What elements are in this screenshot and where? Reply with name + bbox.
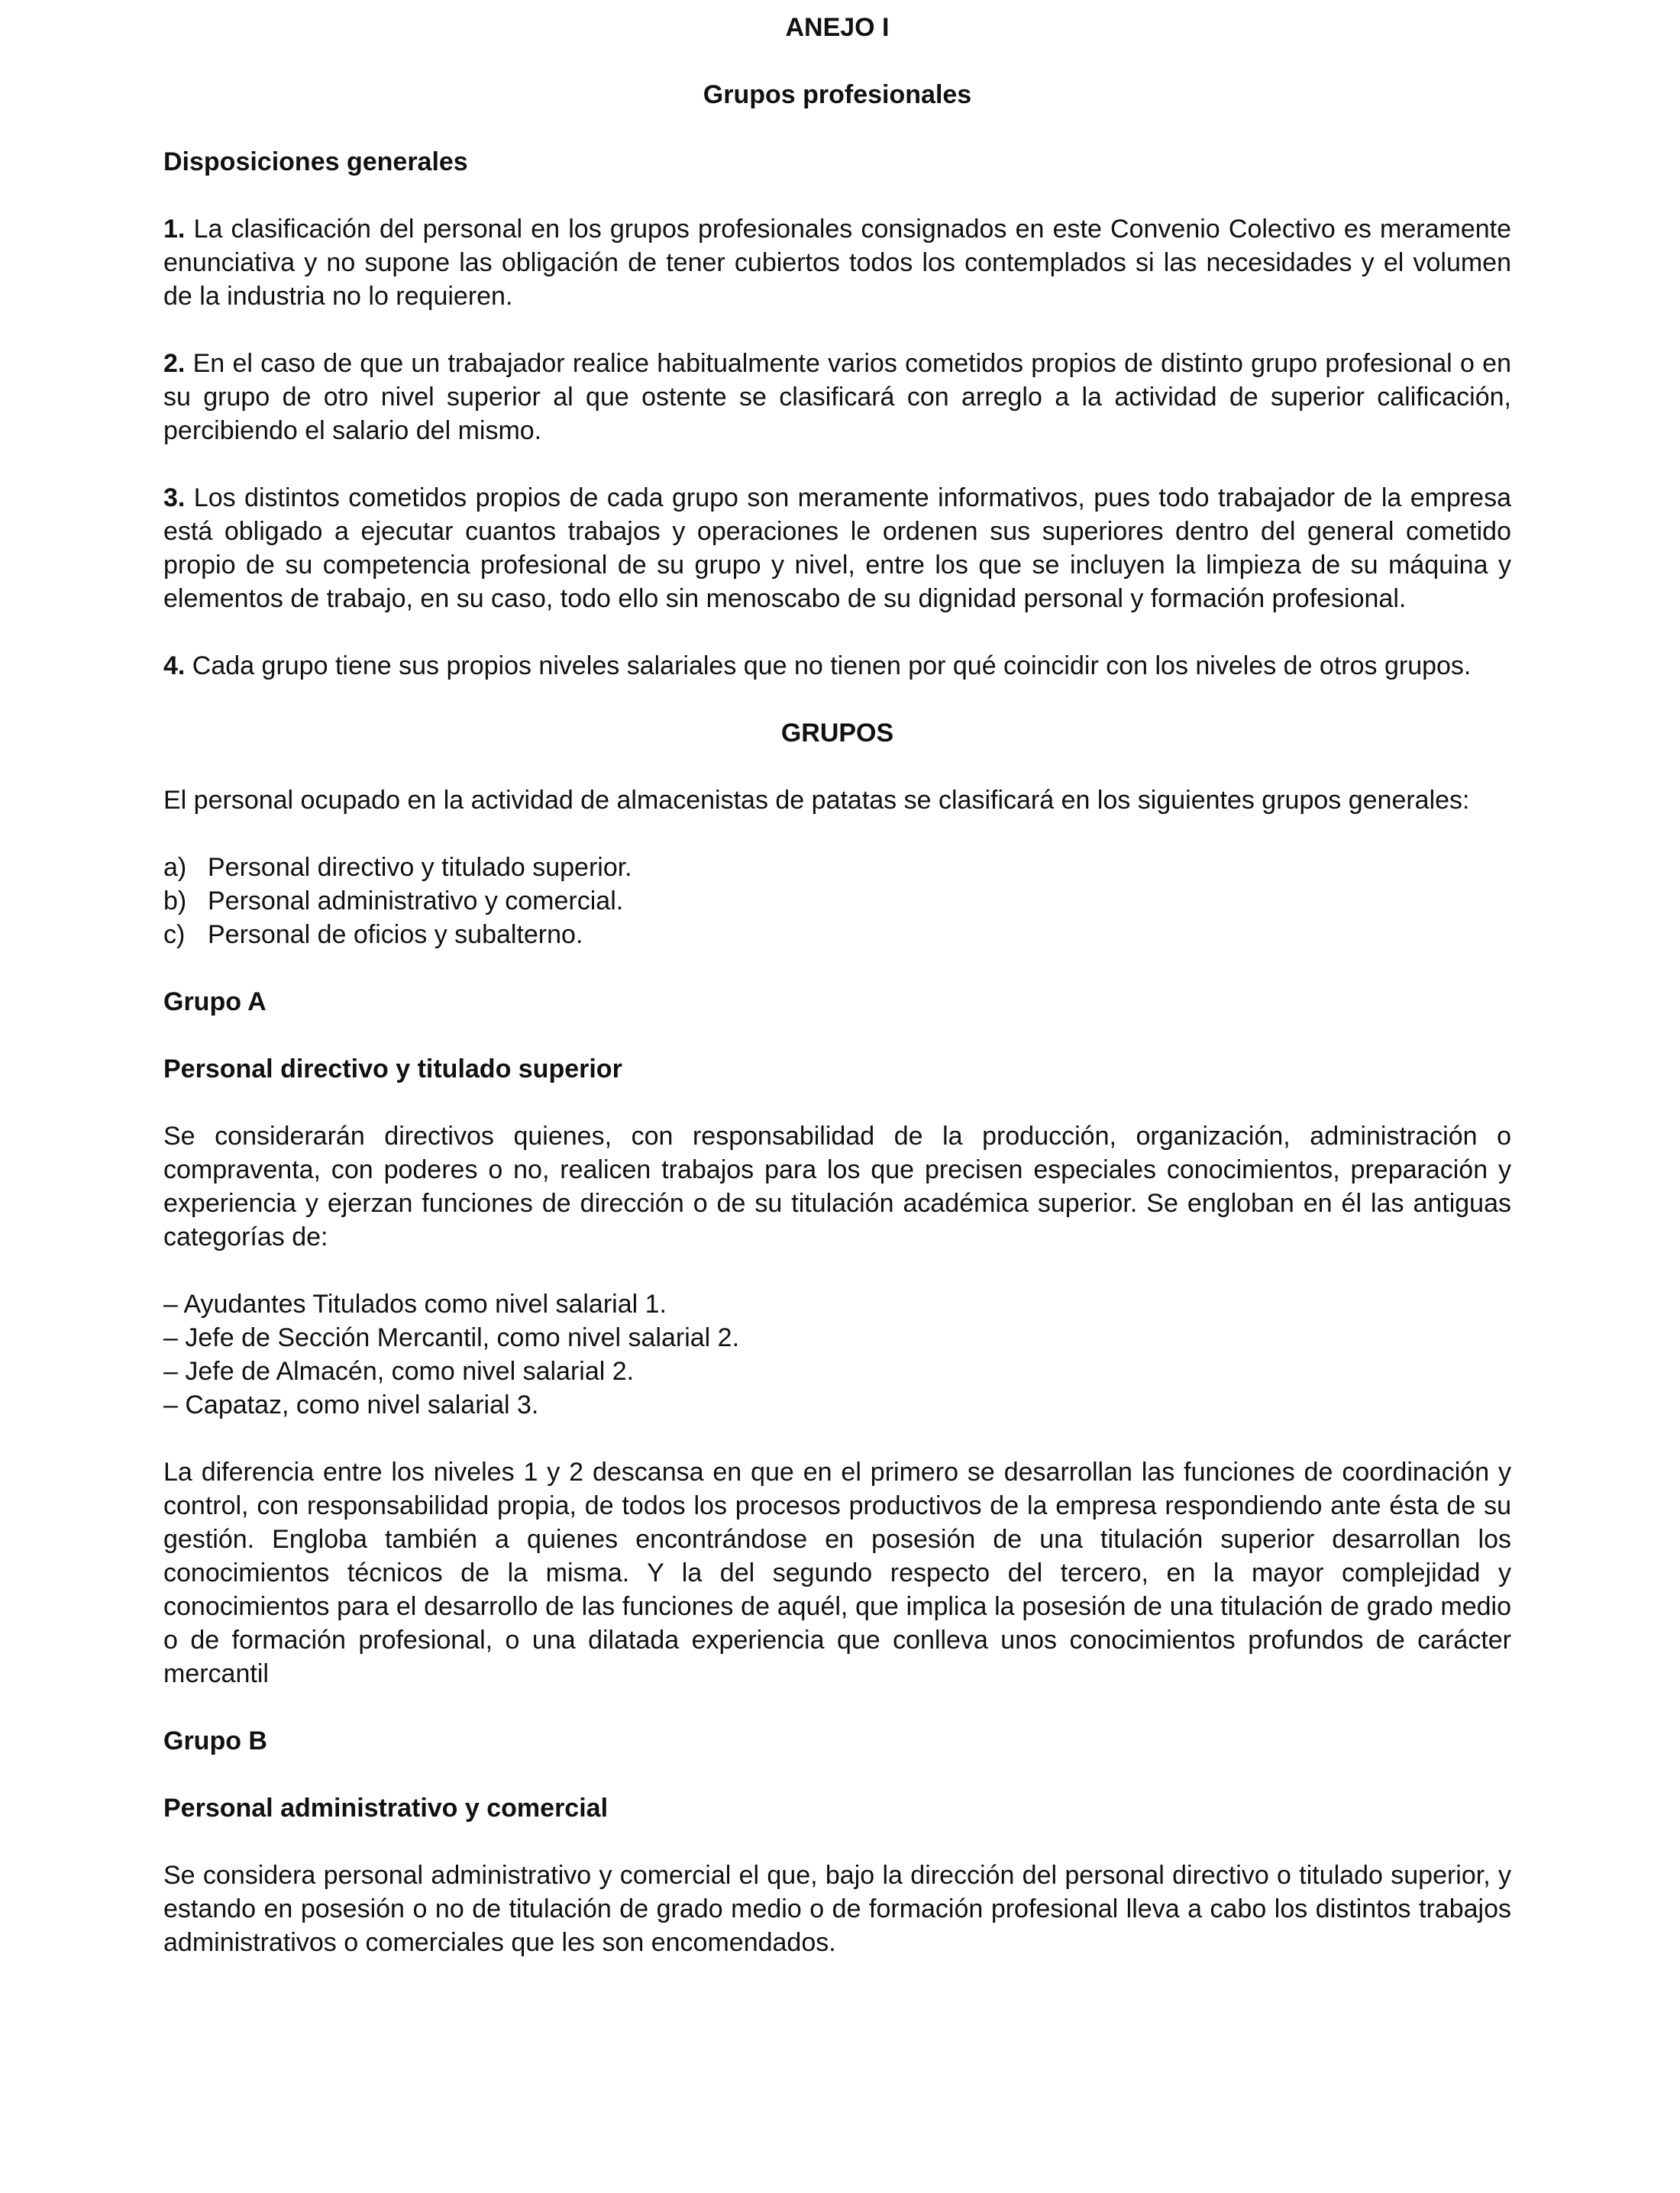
- list-marker: b): [163, 887, 187, 916]
- disposicion-number: 1.: [163, 215, 186, 244]
- grupos-intro: El personal ocupado en la actividad de almacenistas de patatas se clasificará en los siguientes grupos generales:: [163, 786, 1470, 815]
- disposicion-text: Cada grupo tiene sus propios niveles salariales que no tienen por qué coincidir con los niveles de otros grupos.: [185, 651, 1472, 680]
- list-item: [163, 884, 1511, 918]
- section-heading-grupos: GRUPOS: [780, 719, 894, 748]
- category-item: – Jefe de Almacén, como nivel salarial 2.: [163, 1357, 635, 1386]
- disposicion-2: [163, 347, 1511, 447]
- list-marker: c): [163, 920, 186, 949]
- category-item: – Ayudantes Titulados como nivel salarial 1.: [163, 1290, 667, 1319]
- disposicion-number: 2.: [163, 349, 186, 378]
- disposicion-number: 3.: [163, 483, 186, 512]
- category-item: – Jefe de Sección Mercantil, como nivel salarial 2.: [163, 1323, 740, 1352]
- disposicion-number: 4.: [163, 651, 186, 680]
- disposicion-1: [163, 212, 1511, 313]
- grupo-a-paragraph-1: Se considerarán directivos quienes, con responsabilidad de la producción, organización, administración o compraventa, con poderes o no, realicen trabajos para los que precisen especiales conocimientos, preparación y experiencia y ejerzan funciones de dirección o de su titulación académica superior. Se engloban en él las antiguas categorías de:: [163, 1122, 1511, 1252]
- disposicion-text: En el caso de que un trabajador realice habitualmente varios cometidos propios de distinto grupo profesional o en su grupo de otro nivel superior al que ostente se clasificará con arreglo a la actividad de superior calificación, percibiendo el salario del mismo.: [163, 349, 1511, 445]
- disposicion-text: La clasificación del personal en los grupos profesionales consignados en este Convenio Colectivo es meramente enunciativa y no supone las obligación de tener cubiertos todos los contemplados si las necesidades y el volumen de la industria no lo requieren.: [163, 215, 1511, 311]
- document-page: [163, 11, 1511, 1959]
- list-text: Personal directivo y titulado superior.: [208, 853, 632, 882]
- category-item: – Capataz, como nivel salarial 3.: [163, 1390, 539, 1419]
- grupo-b-subheading: Personal administrativo y comercial: [163, 1794, 609, 1823]
- disposicion-4: [163, 649, 1511, 683]
- list-text: Personal de oficios y subalterno.: [208, 920, 583, 949]
- grupo-a-heading: Grupo A: [163, 987, 267, 1016]
- grupo-a-subheading: Personal directivo y titulado superior: [163, 1055, 622, 1084]
- grupo-a-paragraph-2: La diferencia entre los niveles 1 y 2 descansa en que en el primero se desarrollan las funciones de coordinación y control, con responsabilidad propia, de todos los procesos productivos de la empresa respondiendo ante ésta de su gestión. Engloba también a quienes encontrándose en posesión de una titulación superior desarrollan los conocimientos técnicos de la misma. Y la del segundo respecto del tercero, en la mayor complejidad y conocimientos para el desarrollo de las funciones de aquél, que implica la posesión de una titulación de grado medio o de formación profesional, o una dilatada experiencia que conlleva unos conocimientos profundos de carácter mercantil: [163, 1458, 1511, 1688]
- disposicion-text: Los distintos cometidos propios de cada grupo son meramente informativos, pues todo trabajador de la empresa está obligado a ejecutar cuantos trabajos y operaciones le ordenen sus superiores dentro del general cometido propio de su competencia profesional de su grupo y nivel, entre los que se incluyen la limpieza de su máquina y elementos de trabajo, en su caso, todo ello sin menoscabo de su dignidad personal y formación profesional.: [163, 483, 1511, 613]
- grupo-a-categories: [163, 1287, 1511, 1422]
- annex-subtitle: Grupos profesionales: [703, 80, 972, 109]
- list-marker: a): [163, 853, 187, 882]
- grupo-b-paragraph-1: Se considera personal administrativo y comercial el que, bajo la dirección del personal directivo o titulado superior, y estando en posesión o no de titulación de grado medio o de formación profesional lleva a cabo los distintos trabajos administrativos o comerciales que les son encomendados.: [163, 1861, 1511, 1957]
- list-item: [163, 918, 1511, 951]
- grupo-b-heading: Grupo B: [163, 1726, 267, 1755]
- list-item: [163, 851, 1511, 884]
- section-heading-disposiciones: Disposiciones generales: [163, 147, 468, 176]
- grupos-list: [163, 851, 1511, 951]
- disposicion-3: [163, 481, 1511, 615]
- list-text: Personal administrativo y comercial.: [208, 887, 624, 916]
- annex-title: ANEJO I: [785, 13, 890, 42]
